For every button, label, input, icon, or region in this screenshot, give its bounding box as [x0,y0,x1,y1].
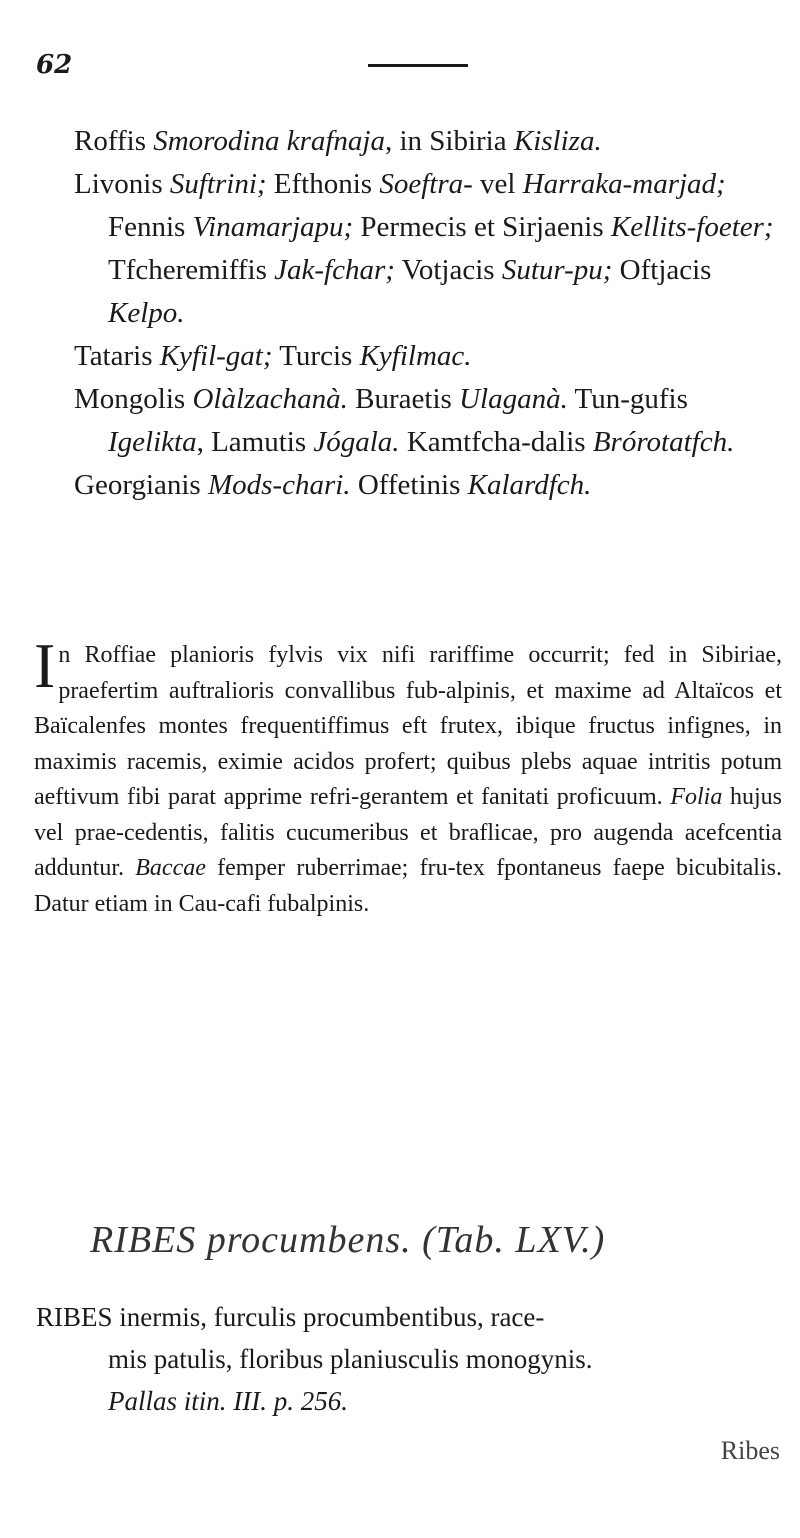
vernacular-names [74,120,774,507]
names-mongol: Mongolis Olàlzachanà. Buraetis Ulaganà. Tun-gufis Igelikta, Lamutis Jógala. Kamtfcha-dalis Brórotatfch. [74,383,735,458]
description-paragraph: In Roffiae planioris fylvis vix nifi rariffime occurrit; fed in Sibiriae, praefertim auftralioris convallibus fub-alpinis, et maxime ad Altaïcos et Baïcalenfes montes frequentiffimus eft frutex, ibique fructus infignes, in maximis racemis, eximie acidos profert; quibus plebs aquae intritis potum aeftivum fibi parat apprime refri-gerantem et fanitati proficuum. Folia hujus vel prae-cedentis, falitis cucumeribus et braflicae, pro augenda acefcentia adduntur. Baccae femper ruberrimae; fru-tex fpontaneus faepe bicubitalis. Datur etiam in Cau-cafi fubalpinis. [34,630,782,917]
page-number: 62 [36,50,73,80]
names-georgian: Georgianis Mods-chari. Offetinis Kalardfch. [74,469,592,501]
header-rule [368,64,468,67]
catchword: Ribes [720,1436,780,1465]
names-russian: Roffis Smorodina krafnaja, in Sibiria Kisliza. [74,125,602,157]
citation: Pallas itin. III. p. 256. [108,1386,348,1416]
species-definition: RIBES inermis, furculis procumbentibus, race- mis patulis, floribus planiusculis monogynis. Pallas itin. III. p. 256. [36,1302,593,1416]
names-livonian: Livonis Suftrini; Efthonis Soeftra- vel Harraka-marjad; Fennis Vinamarjapu; Permecis et Sirjaenis Kellits-foeter; Tfcheremiffis Jak-fchar; Votjacis Sutur-pu; Oftjacis Kelpo. [74,168,774,329]
drop-cap: I [34,630,56,701]
names-tatar: Tataris Kyfil-gat; Turcis Kyfilmac. [74,340,472,372]
section-title: RIBES procumbens. (Tab. LXV.) [90,1219,606,1261]
